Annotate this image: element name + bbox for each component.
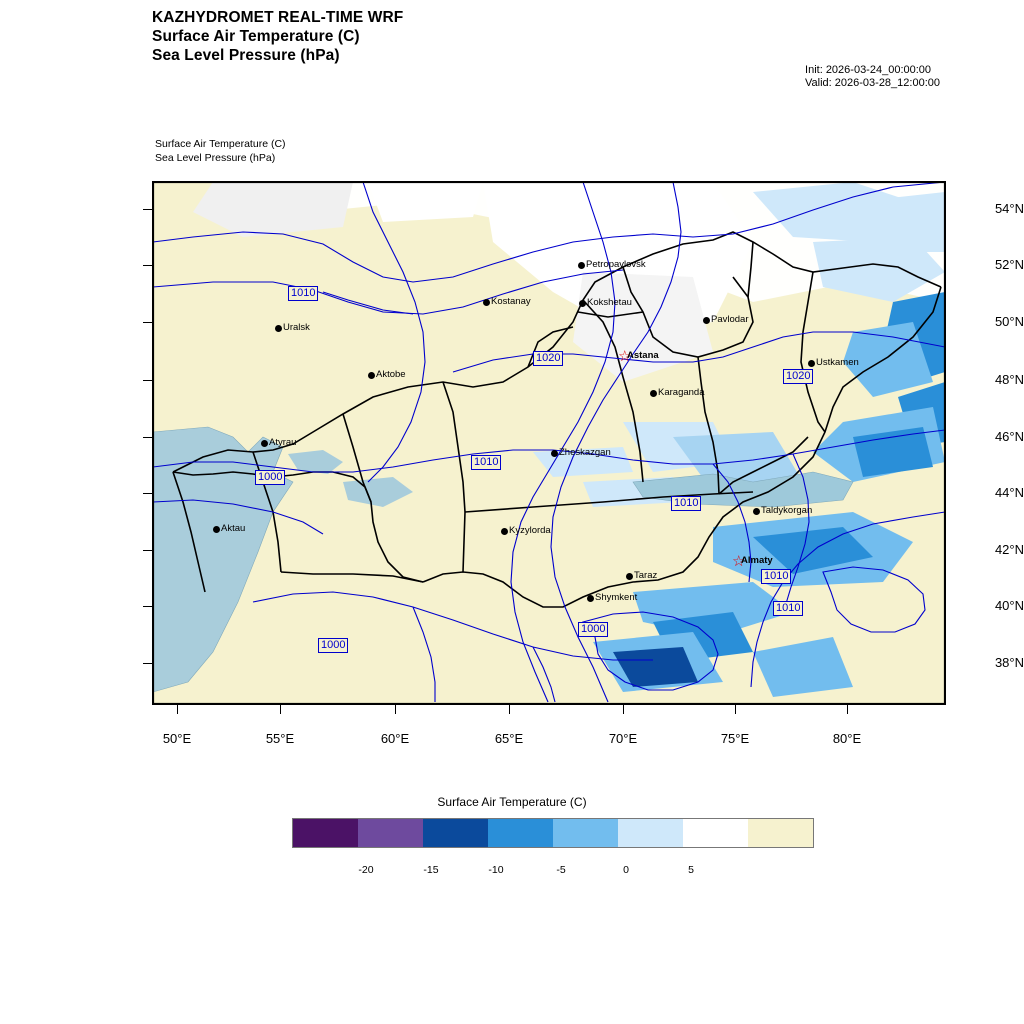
colorbar-swatch-8 — [748, 819, 813, 847]
city-dot — [551, 450, 558, 457]
xtick-mark — [280, 705, 281, 714]
city-dot — [261, 440, 268, 447]
ytick-mark — [143, 265, 152, 266]
city-label: Ustkamen — [816, 357, 859, 368]
ytick-mark — [143, 663, 152, 664]
city-label: Atyrau — [269, 437, 297, 448]
ytick-46n: 46°N — [994, 429, 1024, 444]
ytick-52n: 52°N — [994, 257, 1024, 272]
colorbar-swatch-2 — [358, 819, 423, 847]
city-label: Petropavlovsk — [586, 259, 646, 270]
city-label: Astana — [627, 350, 659, 361]
city-label: Kostanay — [491, 296, 531, 307]
city-label: Kyzylorda — [509, 525, 551, 536]
colorbar — [292, 818, 814, 848]
xtick-60e: 60°E — [380, 731, 410, 746]
colorbar-swatch-7 — [683, 819, 748, 847]
city-label: Karaganda — [658, 387, 705, 398]
weather-map-panel[interactable] — [152, 181, 946, 705]
ytick-mark — [143, 322, 152, 323]
init-time: Init: 2026-03-24_00:00:00 — [805, 64, 932, 76]
title-line-2: Surface Air Temperature (C) — [152, 28, 360, 45]
isobar-label: 1010 — [288, 286, 318, 301]
ytick-48n: 48°N — [994, 372, 1024, 387]
xtick-mark — [847, 705, 848, 714]
colorbar-tick-0: 0 — [623, 864, 629, 876]
colorbar-tick--20: -20 — [358, 864, 374, 876]
xtick-mark — [735, 705, 736, 714]
colorbar-tick--10: -10 — [488, 864, 504, 876]
city-dot — [650, 390, 657, 397]
city-dot — [578, 262, 585, 269]
isobar-label: 1010 — [761, 569, 791, 584]
isobar-label: 1010 — [671, 496, 701, 511]
capital-star-icon: ☆ — [618, 348, 632, 365]
city-label: Shymkent — [595, 592, 638, 603]
colorbar-swatch-5 — [553, 819, 618, 847]
colorbar-tick--15: -15 — [423, 864, 439, 876]
xtick-80e: 80°E — [832, 731, 862, 746]
ytick-54n: 54°N — [994, 201, 1024, 216]
ytick-50n: 50°N — [994, 314, 1024, 329]
city-label: Aktau — [221, 523, 246, 534]
ytick-44n: 44°N — [994, 485, 1024, 500]
city-dot — [703, 317, 710, 324]
ytick-40n: 40°N — [994, 598, 1024, 613]
init-valid-block — [805, 64, 940, 90]
city-dot — [808, 360, 815, 367]
ytick-mark — [143, 550, 152, 551]
colorbar-swatch-4 — [488, 819, 553, 847]
city-dot — [368, 372, 375, 379]
ytick-38n: 38°N — [994, 655, 1024, 670]
colorbar-title: Surface Air Temperature (C) — [437, 795, 587, 809]
colorbar-tick-5: 5 — [688, 864, 694, 876]
ytick-mark — [143, 606, 152, 607]
xtick-65e: 65°E — [494, 731, 524, 746]
city-dot — [753, 508, 760, 515]
city-dot — [626, 573, 633, 580]
isobar-label: 1000 — [578, 622, 608, 637]
plot-subtitle — [155, 137, 286, 165]
city-label: Zheskazgan — [559, 447, 611, 458]
capital-star-icon: ☆ — [732, 553, 746, 570]
ytick-mark — [143, 437, 152, 438]
xtick-50e: 50°E — [162, 731, 192, 746]
city-dot — [587, 595, 594, 602]
city-dot — [579, 300, 586, 307]
subtitle-temperature: Surface Air Temperature (C) — [155, 138, 286, 150]
isobar-label: 1020 — [783, 369, 813, 384]
isobar-label: 1000 — [255, 470, 285, 485]
isobar-label: 1000 — [318, 638, 348, 653]
city-label: Uralsk — [283, 322, 310, 333]
city-label: Aktobe — [376, 369, 406, 380]
xtick-75e: 75°E — [720, 731, 750, 746]
xtick-55e: 55°E — [265, 731, 295, 746]
isobar-label: 1010 — [773, 601, 803, 616]
city-dot — [483, 299, 490, 306]
colorbar-tick-labels — [292, 864, 812, 880]
city-label: Taraz — [634, 570, 658, 581]
title-line-1: KAZHYDROMET REAL-TIME WRF — [152, 9, 404, 26]
colorbar-swatch-6 — [618, 819, 683, 847]
xtick-mark — [509, 705, 510, 714]
valid-time: Valid: 2026-03-28_12:00:00 — [805, 77, 940, 89]
title-block — [152, 8, 403, 65]
isobar-label: 1010 — [471, 455, 501, 470]
city-dot — [275, 325, 282, 332]
colorbar-swatch-1 — [293, 819, 358, 847]
colorbar-swatch-3 — [423, 819, 488, 847]
ytick-42n: 42°N — [994, 542, 1024, 557]
ytick-mark — [143, 380, 152, 381]
subtitle-pressure: Sea Level Pressure (hPa) — [155, 152, 276, 164]
colorbar-tick--5: -5 — [556, 864, 566, 876]
isobar-label: 1020 — [533, 351, 563, 366]
city-dot — [501, 528, 508, 535]
xtick-70e: 70°E — [608, 731, 638, 746]
city-label: Taldykorgan — [761, 505, 813, 516]
xtick-mark — [395, 705, 396, 714]
xtick-mark — [177, 705, 178, 714]
city-label: Almaty — [741, 555, 773, 566]
city-label: Pavlodar — [711, 314, 749, 325]
title-line-3: Sea Level Pressure (hPa) — [152, 47, 340, 64]
city-dot — [213, 526, 220, 533]
ytick-mark — [143, 493, 152, 494]
xtick-mark — [623, 705, 624, 714]
ytick-mark — [143, 209, 152, 210]
city-label: Kokshetau — [587, 297, 632, 308]
